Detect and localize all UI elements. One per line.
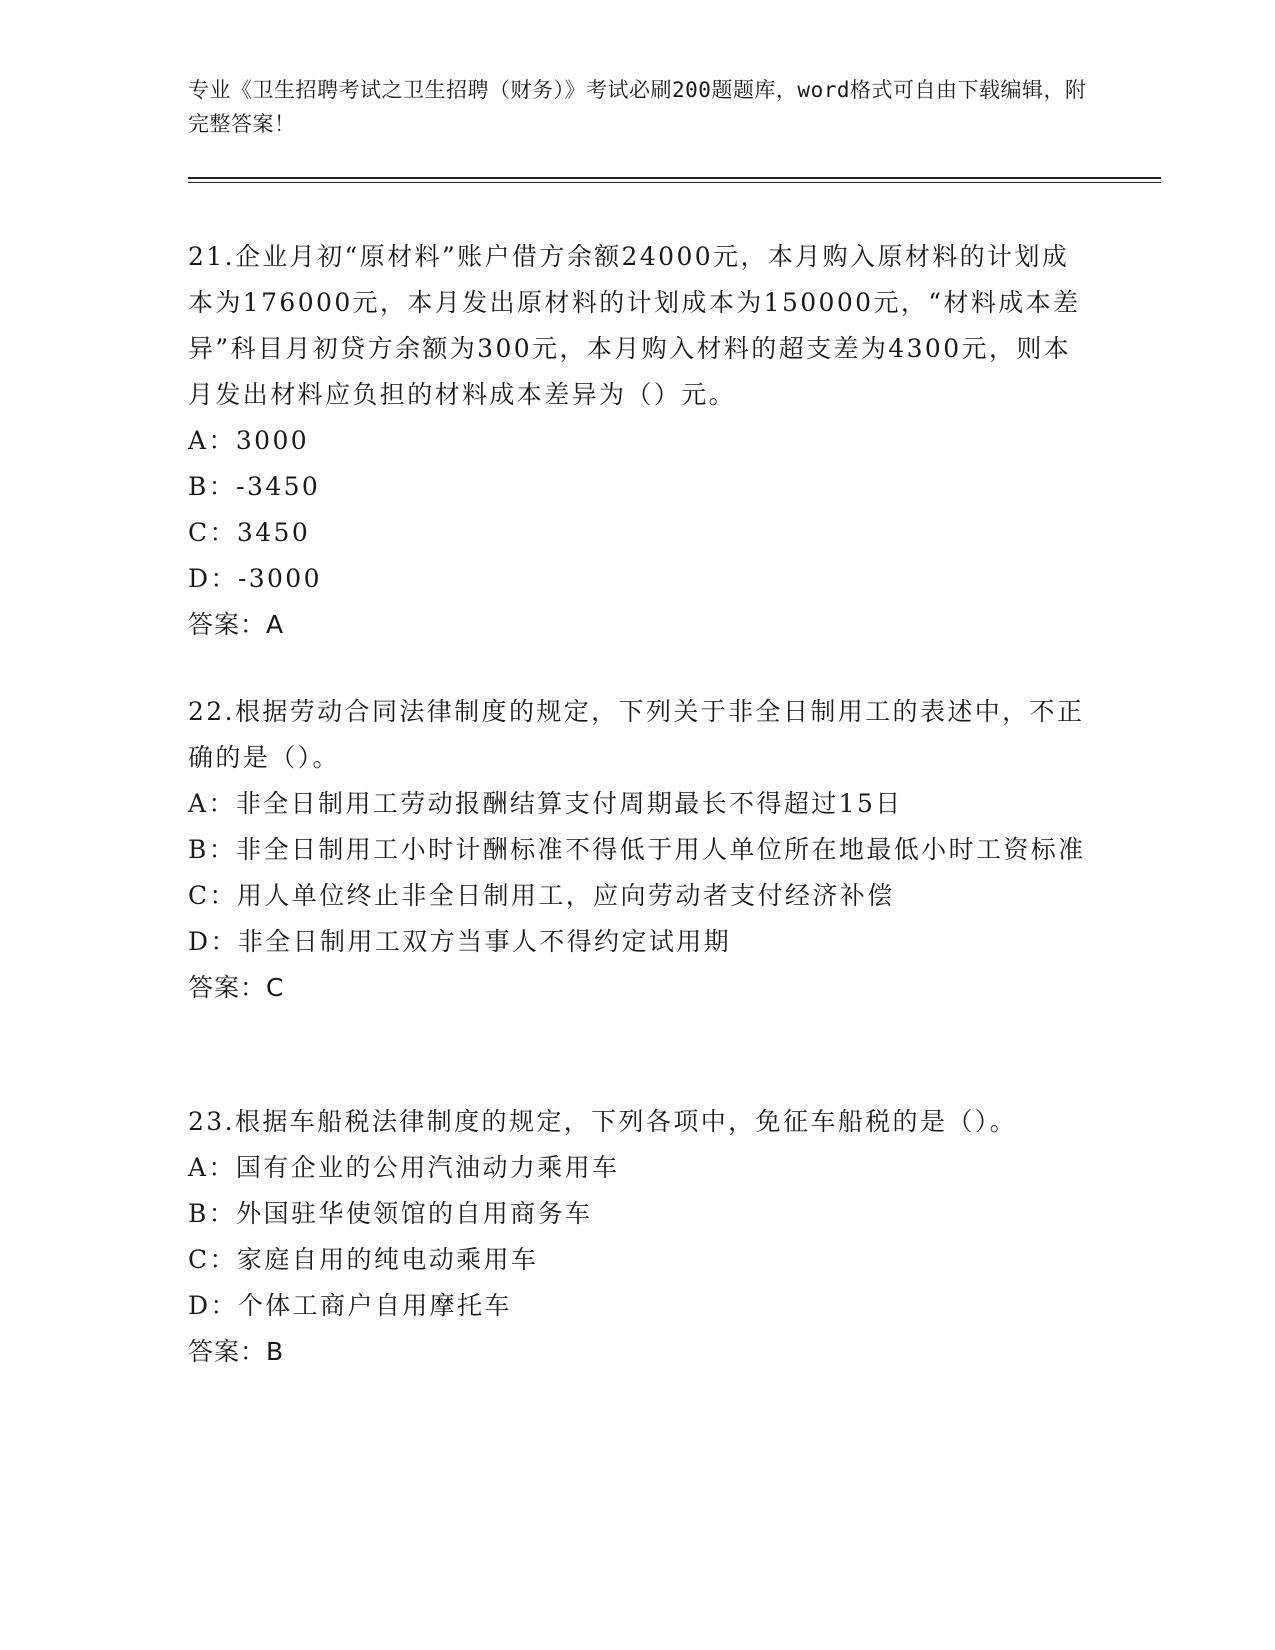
option-d: D：非全日制用工双方当事人不得约定试用期: [188, 927, 732, 956]
option-a: A：非全日制用工劳动报酬结算支付周期最长不得超过15日: [188, 789, 903, 818]
answer-label: 答案：C: [188, 973, 285, 1002]
question-23: [188, 1099, 1088, 1375]
answer-label: 答案：A: [188, 610, 285, 639]
question-stem: 23.根据车船税法律制度的规定，下列各项中，免征车船税的是（）。: [188, 1107, 1018, 1136]
option-c: C：用人单位终止非全日制用工，应向劳动者支付经济补偿: [188, 881, 895, 910]
option-b: B：外国驻华使领馆的自用商务车: [188, 1199, 593, 1228]
option-b: B：非全日制用工小时计酬标准不得低于用人单位所在地最低小时工资标准: [188, 835, 1086, 864]
document-header: 专业《卫生招聘考试之卫生招聘（财务）》考试必刷200题题库，word格式可自由下载编辑，附完整答案！: [188, 78, 1087, 136]
header-divider-thick: [188, 177, 1161, 179]
answer-label: 答案：B: [188, 1337, 285, 1366]
option-c: C：家庭自用的纯电动乘用车: [188, 1245, 539, 1274]
option-a: A：3000: [188, 426, 310, 455]
question-21: [188, 234, 1088, 648]
option-b: B：-3450: [188, 472, 321, 501]
question-stem: 21.企业月初“原材料”账户借方余额24000元，本月购入原材料的计划成本为176000元，本月发出原材料的计划成本为150000元，“材料成本差异”科目月初贷方余额为300元，本月购入材料的超支差为4300元，则本月发出材料应负担的材料成本差异为（）元。: [188, 242, 1081, 409]
header-divider-thin: [188, 182, 1161, 183]
question-22: [188, 689, 1088, 1011]
option-d: D：-3000: [188, 564, 322, 593]
option-d: D：个体工商户自用摩托车: [188, 1291, 512, 1320]
option-c: C：3450: [188, 518, 311, 547]
option-a: A：国有企业的公用汽油动力乘用车: [188, 1153, 620, 1182]
question-stem: 22.根据劳动合同法律制度的规定，下列关于非全日制用工的表述中，不正确的是（）。: [188, 697, 1085, 772]
